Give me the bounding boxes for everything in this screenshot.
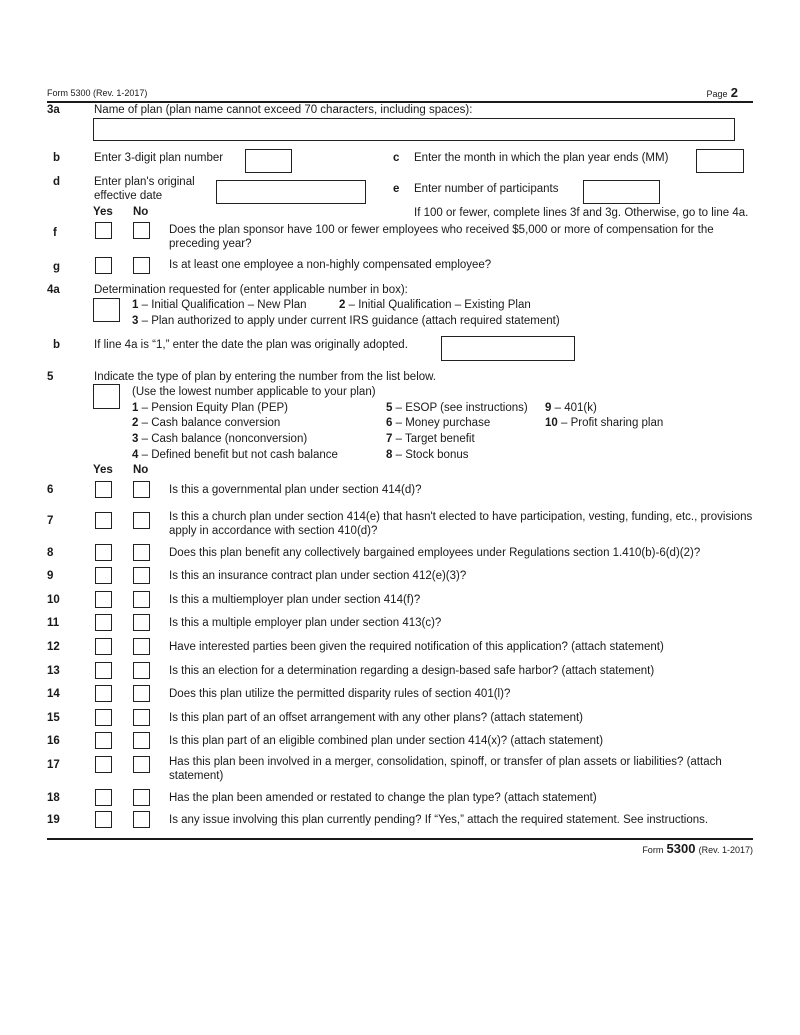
plan-type-3-num: 3 bbox=[132, 433, 139, 445]
yes-header-2: Yes bbox=[93, 464, 113, 476]
line-3c-number: c bbox=[393, 152, 400, 164]
opt-1-num: 1 bbox=[132, 299, 139, 311]
q17-no-checkbox[interactable] bbox=[133, 756, 150, 773]
plan-type-5-num: 5 bbox=[386, 402, 393, 414]
plan-type-2-label: – Cash balance conversion bbox=[138, 417, 281, 429]
q19-question: Is any issue involving this plan currently pending? If “Yes,” attach the required statement. See instructions. bbox=[169, 814, 709, 826]
page-indicator bbox=[707, 85, 738, 100]
plan-type-9-label: – 401(k) bbox=[551, 402, 597, 414]
opt-2-text: – Initial Qualification – Existing Plan bbox=[345, 299, 531, 311]
line-3a-number: 3a bbox=[47, 104, 60, 116]
adoption-date-field[interactable] bbox=[441, 336, 575, 361]
q12-yes-checkbox[interactable] bbox=[95, 638, 112, 655]
q16-yes-checkbox[interactable] bbox=[95, 732, 112, 749]
q7-question: Is this a church plan under section 414(e) that hasn't elected to have participation, vesting, funding, etc., provisions apply in accordance with section 410(d)? bbox=[169, 511, 753, 537]
participants-field[interactable] bbox=[583, 180, 660, 204]
opt-3-num: 3 bbox=[132, 315, 139, 327]
q14-number: 14 bbox=[47, 688, 60, 700]
plan-type-3-label: – Cash balance (nonconversion) bbox=[138, 433, 308, 445]
line-5-label-2: (Use the lowest number applicable to your plan) bbox=[132, 386, 376, 398]
plan-type-7-label: – Target benefit bbox=[392, 433, 475, 445]
plan-type-4-label: – Defined benefit but not cash balance bbox=[138, 449, 338, 461]
q19-yes-checkbox[interactable] bbox=[95, 811, 112, 828]
page-number: 2 bbox=[730, 85, 738, 100]
q12-question: Have interested parties been given the required notification of this application? (attach statement) bbox=[169, 641, 664, 653]
plan-type-5-label: – ESOP (see instructions) bbox=[392, 402, 528, 414]
plan-type-9 bbox=[545, 402, 597, 414]
plan-type-8 bbox=[386, 449, 468, 461]
line-3g-number: g bbox=[53, 261, 61, 273]
line-3d-label-2: effective date bbox=[94, 190, 163, 202]
q17-yes-checkbox[interactable] bbox=[95, 756, 112, 773]
line-3c-label: Enter the month in which the plan year ends (MM) bbox=[414, 152, 669, 164]
q9-yes-checkbox[interactable] bbox=[95, 567, 112, 584]
q19-no-checkbox[interactable] bbox=[133, 811, 150, 828]
q13-no-checkbox[interactable] bbox=[133, 662, 150, 679]
q10-number: 10 bbox=[47, 594, 60, 606]
plan-type-4-num: 4 bbox=[132, 449, 139, 461]
line-3f-yes-checkbox[interactable] bbox=[95, 222, 112, 239]
line-4b-number: b bbox=[53, 339, 61, 351]
plan-type-field[interactable] bbox=[93, 384, 120, 409]
q18-question: Has the plan been amended or restated to change the plan type? (attach statement) bbox=[169, 792, 597, 804]
footer-form-number: 5300 bbox=[666, 841, 696, 856]
q15-no-checkbox[interactable] bbox=[133, 709, 150, 726]
q16-question: Is this plan part of an eligible combined plan under section 414(x)? (attach statement) bbox=[169, 735, 604, 747]
plan-type-6-num: 6 bbox=[386, 417, 393, 429]
plan-type-10-num: 10 bbox=[545, 417, 558, 429]
line-4a-number: 4a bbox=[47, 284, 60, 296]
q18-no-checkbox[interactable] bbox=[133, 789, 150, 806]
q15-number: 15 bbox=[47, 712, 60, 724]
footer-form-rev: (Rev. 1-2017) bbox=[698, 845, 753, 855]
q6-yes-checkbox[interactable] bbox=[95, 481, 112, 498]
header-rule bbox=[47, 101, 753, 103]
q17-question: Has this plan been involved in a merger, consolidation, spinoff, or transfer of plan assets or liabilities? (attach statement) bbox=[169, 756, 722, 782]
q10-question: Is this a multiemployer plan under section 414(f)? bbox=[169, 594, 421, 606]
q9-question: Is this an insurance contract plan under section 412(e)(3)? bbox=[169, 570, 467, 582]
q10-yes-checkbox[interactable] bbox=[95, 591, 112, 608]
plan-type-5 bbox=[386, 402, 528, 414]
no-header: No bbox=[133, 206, 149, 218]
plan-type-10 bbox=[545, 417, 663, 429]
q13-number: 13 bbox=[47, 665, 60, 677]
line-4a-label: Determination requested for (enter applicable number in box): bbox=[94, 284, 408, 296]
q10-no-checkbox[interactable] bbox=[133, 591, 150, 608]
opt-3-text: – Plan authorized to apply under current IRS guidance (attach required statement) bbox=[138, 315, 560, 327]
q19-number: 19 bbox=[47, 814, 60, 826]
line-4a-option-2 bbox=[339, 299, 531, 311]
line-4b-label: If line 4a is “1,” enter the date the plan was originally adopted. bbox=[94, 339, 408, 351]
line-3g-question: Is at least one employee a non-highly compensated employee? bbox=[169, 259, 492, 271]
line-4a-option-3 bbox=[132, 315, 560, 327]
q8-no-checkbox[interactable] bbox=[133, 544, 150, 561]
line-3g-no-checkbox[interactable] bbox=[133, 257, 150, 274]
line-4a-option-1 bbox=[132, 299, 307, 311]
q13-question: Is this an election for a determination regarding a design-based safe harbor? (attach statement) bbox=[169, 665, 655, 677]
footer-form-id bbox=[642, 841, 753, 856]
q6-no-checkbox[interactable] bbox=[133, 481, 150, 498]
q18-yes-checkbox[interactable] bbox=[95, 789, 112, 806]
plan-type-7 bbox=[386, 433, 475, 445]
line-3g-yes-checkbox[interactable] bbox=[95, 257, 112, 274]
line-3f-question: Does the plan sponsor have 100 or fewer employees who received $5,000 or more of compensation for the preceding year? bbox=[169, 224, 714, 250]
plan-type-10-label: – Profit sharing plan bbox=[557, 417, 664, 429]
q7-yes-checkbox[interactable] bbox=[95, 512, 112, 529]
q12-no-checkbox[interactable] bbox=[133, 638, 150, 655]
plan-number-field[interactable] bbox=[245, 149, 292, 173]
plan-type-1-num: 1 bbox=[132, 402, 139, 414]
plan-type-8-label: – Stock bonus bbox=[392, 449, 469, 461]
q8-question: Does this plan benefit any collectively bargained employees under Regulations section 1.410(b)-6(d)(2)? bbox=[169, 547, 701, 559]
plan-type-1-label: – Pension Equity Plan (PEP) bbox=[138, 402, 288, 414]
opt-1-text: – Initial Qualification – New Plan bbox=[138, 299, 307, 311]
opt-2-num: 2 bbox=[339, 299, 346, 311]
q15-question: Is this plan part of an offset arrangement with any other plans? (attach statement) bbox=[169, 712, 584, 724]
q16-no-checkbox[interactable] bbox=[133, 732, 150, 749]
q16-number: 16 bbox=[47, 735, 60, 747]
q7-no-checkbox[interactable] bbox=[133, 512, 150, 529]
plan-type-3 bbox=[132, 433, 307, 445]
q17-number: 17 bbox=[47, 759, 60, 771]
line-3a-label: Name of plan (plan name cannot exceed 70 characters, including spaces): bbox=[94, 104, 473, 116]
no-header-2: No bbox=[133, 464, 149, 476]
plan-type-7-num: 7 bbox=[386, 433, 393, 445]
q8-number: 8 bbox=[47, 547, 54, 559]
q14-question: Does this plan utilize the permitted disparity rules of section 401(l)? bbox=[169, 688, 511, 700]
line-3f-no-checkbox[interactable] bbox=[133, 222, 150, 239]
line-3e-label: Enter number of participants bbox=[414, 183, 559, 195]
q7-number: 7 bbox=[47, 515, 54, 527]
q6-number: 6 bbox=[47, 484, 54, 496]
q18-number: 18 bbox=[47, 792, 60, 804]
plan-type-2-num: 2 bbox=[132, 417, 139, 429]
footer-rule bbox=[47, 838, 753, 840]
q9-no-checkbox[interactable] bbox=[133, 567, 150, 584]
line-5-number: 5 bbox=[47, 371, 54, 383]
q9-number: 9 bbox=[47, 570, 54, 582]
q15-yes-checkbox[interactable] bbox=[95, 709, 112, 726]
plan-type-6-label: – Money purchase bbox=[392, 417, 491, 429]
line-5-label-1: Indicate the type of plan by entering the number from the list below. bbox=[94, 371, 437, 383]
q11-question: Is this a multiple employer plan under section 413(c)? bbox=[169, 617, 442, 629]
q13-yes-checkbox[interactable] bbox=[95, 662, 112, 679]
effective-date-field[interactable] bbox=[216, 180, 366, 204]
line-3d-label-1: Enter plan's original bbox=[94, 176, 195, 188]
q12-number: 12 bbox=[47, 641, 60, 653]
line-3b-number: b bbox=[53, 152, 61, 164]
q11-no-checkbox[interactable] bbox=[133, 614, 150, 631]
determination-type-field[interactable] bbox=[93, 298, 120, 322]
q11-number: 11 bbox=[47, 617, 60, 629]
plan-type-9-num: 9 bbox=[545, 402, 552, 414]
q6-question: Is this a governmental plan under section 414(d)? bbox=[169, 484, 422, 496]
plan-type-4 bbox=[132, 449, 338, 461]
yes-header: Yes bbox=[93, 206, 113, 218]
footer-form-label: Form bbox=[642, 845, 664, 855]
plan-type-2 bbox=[132, 417, 280, 429]
page-label: Page bbox=[706, 89, 728, 99]
q14-no-checkbox[interactable] bbox=[133, 685, 150, 702]
q14-yes-checkbox[interactable] bbox=[95, 685, 112, 702]
line-3b-label: Enter 3-digit plan number bbox=[94, 152, 224, 164]
line-3f-number: f bbox=[53, 227, 57, 239]
q11-yes-checkbox[interactable] bbox=[95, 614, 112, 631]
line-3-note: If 100 or fewer, complete lines 3f and 3g. Otherwise, go to line 4a. bbox=[414, 207, 749, 219]
line-3d-number: d bbox=[53, 176, 61, 188]
plan-type-6 bbox=[386, 417, 490, 429]
line-3e-number: e bbox=[393, 183, 400, 195]
plan-type-1 bbox=[132, 402, 288, 414]
plan-name-field[interactable] bbox=[93, 118, 735, 141]
form-revision: Form 5300 (Rev. 1-2017) bbox=[47, 88, 148, 98]
q8-yes-checkbox[interactable] bbox=[95, 544, 112, 561]
plan-year-end-field[interactable] bbox=[696, 149, 744, 173]
plan-type-8-num: 8 bbox=[386, 449, 393, 461]
